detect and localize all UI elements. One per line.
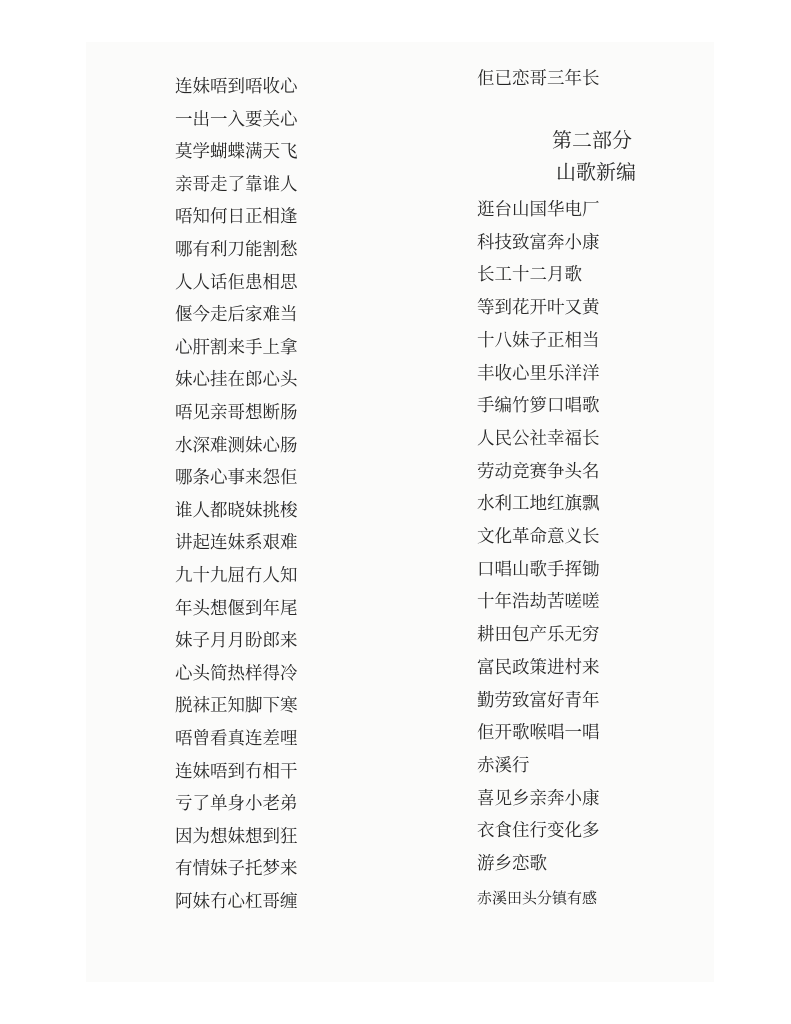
song-title: 唔知何日正相逢 xyxy=(175,207,298,228)
song-title: 妹心挂在郎心头 xyxy=(175,370,298,391)
song-title: 人人话佢患相思 xyxy=(175,272,298,293)
song-title: 十八妹子正相当 xyxy=(477,330,600,351)
song-title: 脱袜正知脚下寒 xyxy=(175,696,298,717)
song-title: 莫学蝴蝶满天飞 xyxy=(175,142,298,163)
song-title: 心头简热样得冷 xyxy=(175,663,298,684)
song-title: 妹子月月盼郎来 xyxy=(175,631,298,652)
song-title: 唔见亲哥想断肠 xyxy=(175,403,298,423)
song-title: 亏了单身小老弟 xyxy=(175,794,298,815)
song-title: 文化革命意义长 xyxy=(477,527,600,547)
song-title: 连妹唔到唔收心 xyxy=(175,77,298,97)
song-title: 科技致富奔小康 xyxy=(477,232,600,253)
song-title: 水利工地红旗飘 xyxy=(477,494,600,515)
song-title: 佢开歌喉唱一唱 xyxy=(477,723,600,744)
song-title: 九十九屈冇人知 xyxy=(175,566,298,586)
song-title: 有情妹子托梦来 xyxy=(175,859,298,880)
song-title: 因为想妹想到狂 xyxy=(175,826,298,847)
song-title: 劳动竞赛争头名 xyxy=(477,461,600,482)
song-title: 谁人都晓妹挑梭 xyxy=(175,500,298,521)
song-title: 富民政策进村来 xyxy=(477,657,600,678)
song-title: 人民公社幸福长 xyxy=(477,428,600,449)
song-title: 十年浩劫苦嗟嗟 xyxy=(477,592,600,613)
song-title: 手编竹箩口唱歌 xyxy=(477,396,600,417)
song-title: 勤劳致富好青年 xyxy=(477,690,600,711)
section-title: 第二部分 xyxy=(552,128,632,152)
song-title: 唔曾看真连差哩 xyxy=(175,729,298,749)
song-title: 心肝割来手上拿 xyxy=(175,337,298,358)
song-title: 等到花开叶又黄 xyxy=(477,298,600,319)
song-title: 水深难测妹心肠 xyxy=(175,435,298,456)
song-title: 喜见乡亲奔小康 xyxy=(477,788,600,809)
song-title: 赤溪行 xyxy=(477,755,530,776)
song-title: 丰收心里乐洋洋 xyxy=(477,363,600,384)
song-title: 哪条心事来怨佢 xyxy=(175,468,298,489)
song-title: 偃今走后家难当 xyxy=(175,305,298,326)
song-title: 佢已恋哥三年长 xyxy=(477,69,600,89)
song-title: 讲起连妹系艰难 xyxy=(175,533,298,554)
section-heading xyxy=(552,124,636,188)
song-title: 耕田包产乐无穷 xyxy=(477,625,600,646)
section-subtitle: 山歌新编 xyxy=(556,160,636,184)
song-title: 哪有利刀能割愁 xyxy=(175,240,298,260)
song-title: 长工十二月歌 xyxy=(477,265,582,286)
song-title: 口唱山歌手挥锄 xyxy=(477,559,600,580)
song-title: 亲哥走了靠谁人 xyxy=(175,174,298,195)
song-title: 游乡恋歌 xyxy=(477,854,547,874)
song-title: 阿妹冇心杠哥缠 xyxy=(175,892,298,912)
song-title: 连妹唔到冇相干 xyxy=(175,761,298,782)
song-title: 一出一入要关心 xyxy=(175,109,298,130)
song-title: 年头想偃到年尾 xyxy=(175,598,298,619)
song-title: 衣食住行变化多 xyxy=(477,821,600,842)
song-title: 赤溪田头分镇有感 xyxy=(477,889,598,907)
song-title: 逛台山国华电厂 xyxy=(477,200,600,220)
